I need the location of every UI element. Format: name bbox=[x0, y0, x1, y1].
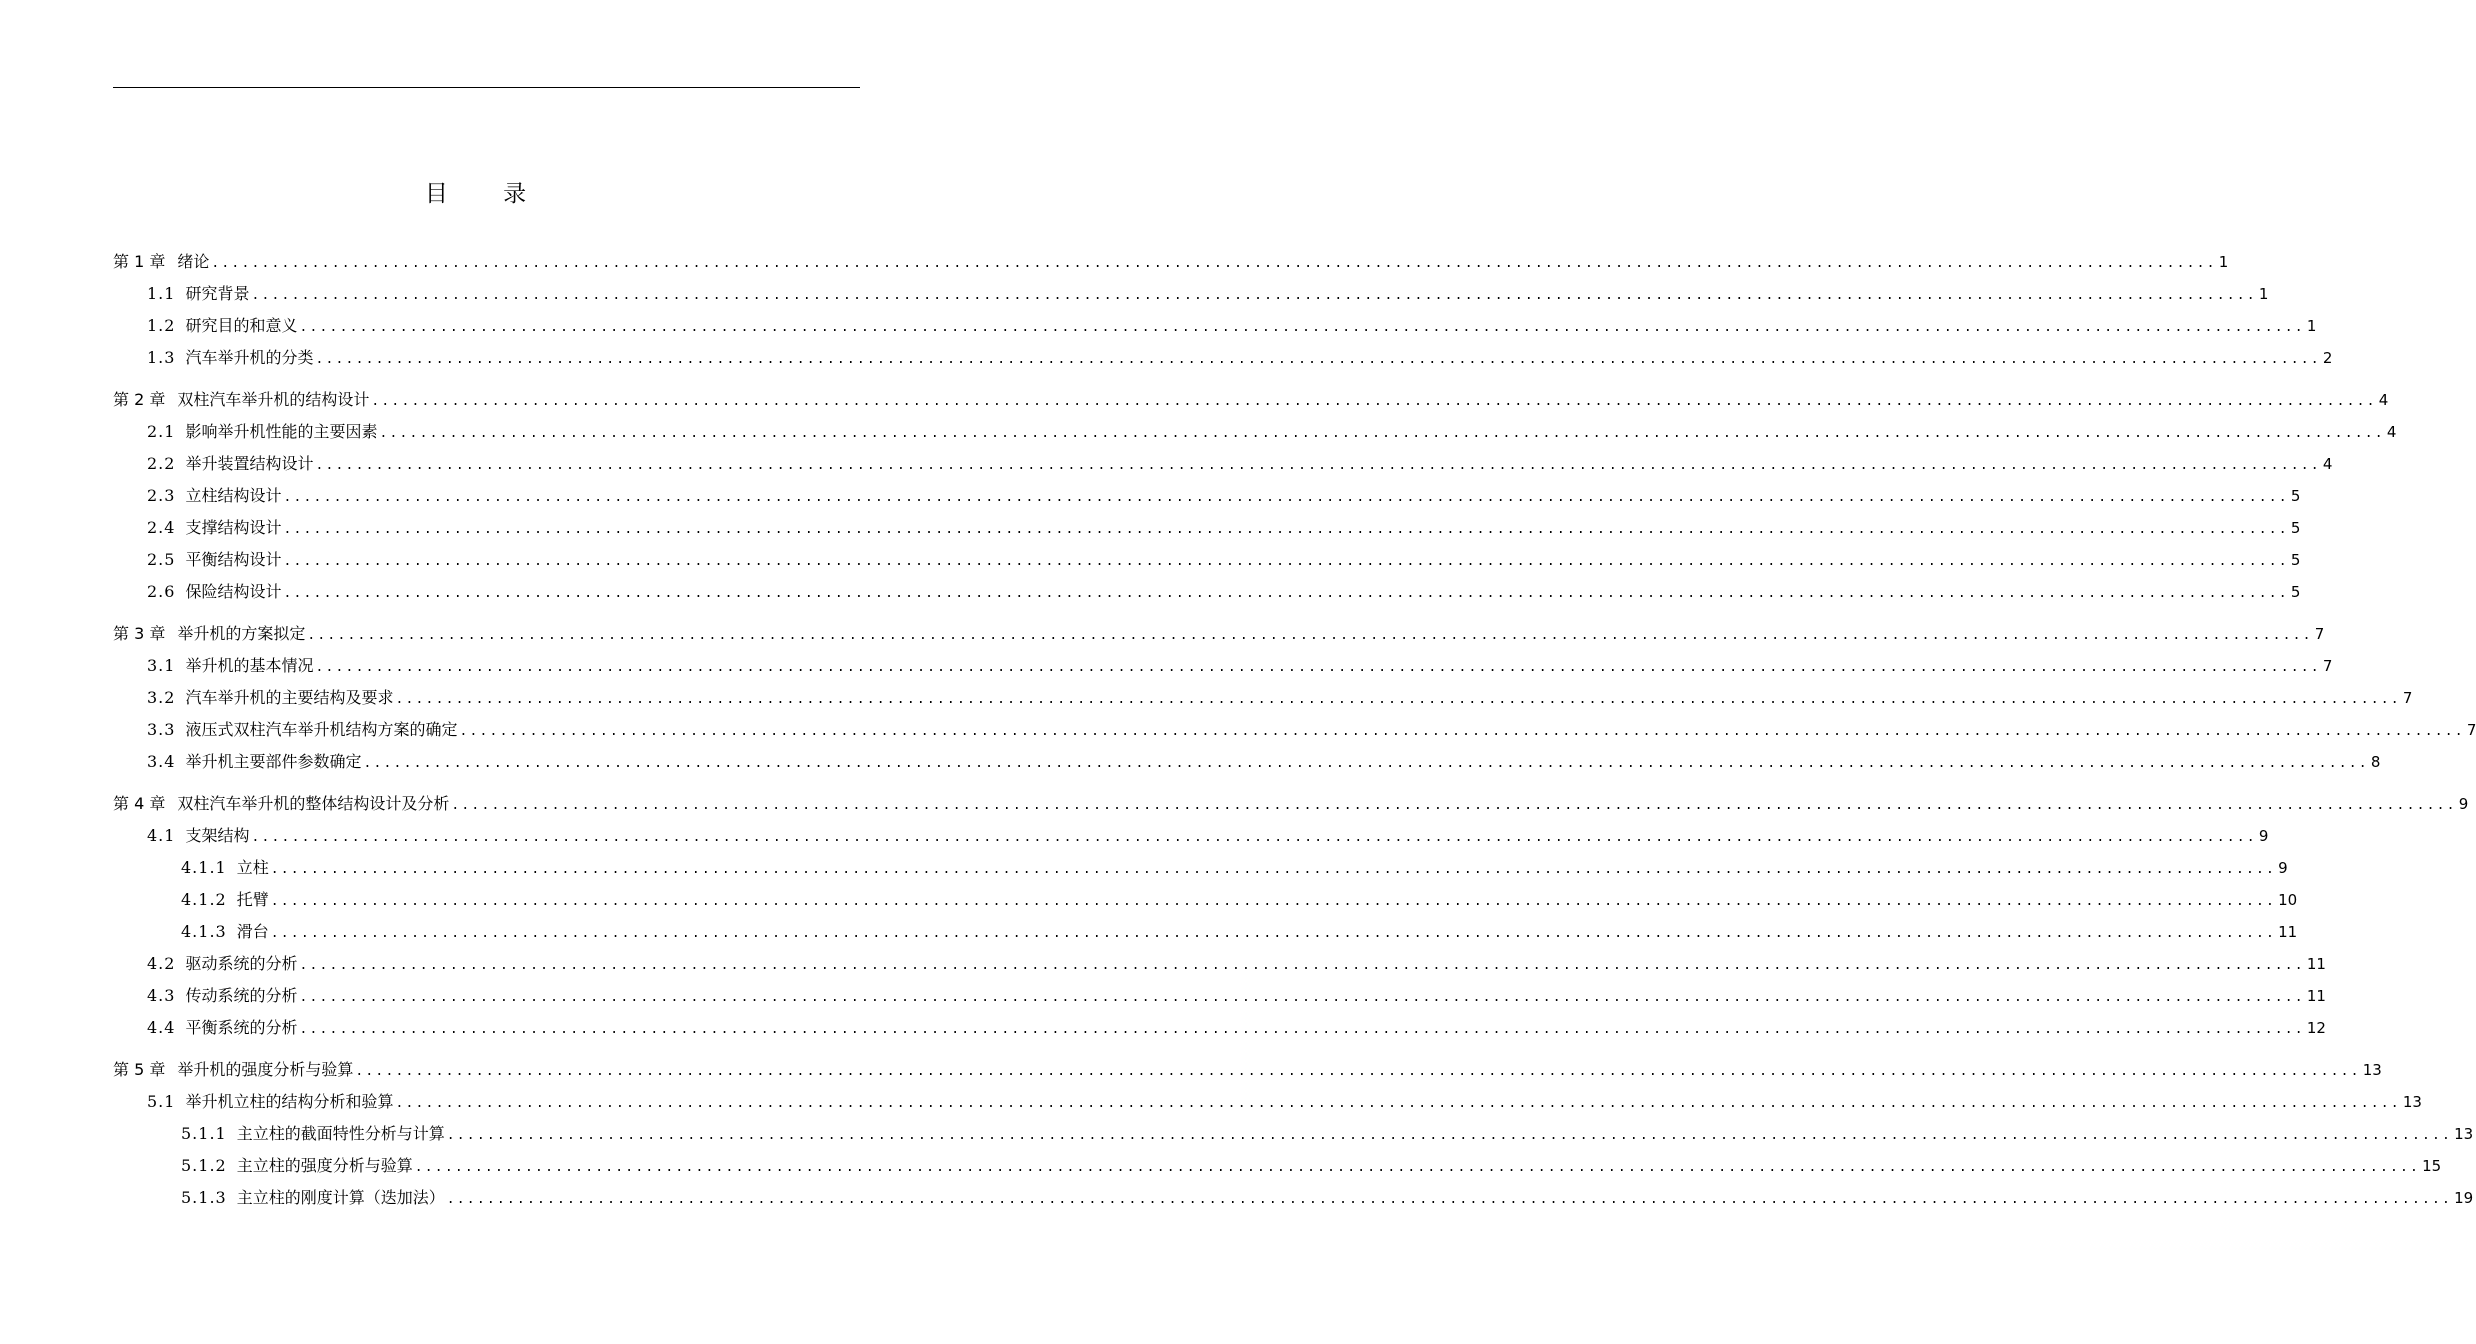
toc-entry-number: 4.1.1 bbox=[181, 858, 227, 877]
toc-entry-page: 8 bbox=[2370, 753, 2381, 771]
toc-dot-leader: ........................................................................................................................................................................................................ bbox=[251, 288, 2257, 303]
toc-entry-number: 2.3 bbox=[147, 486, 176, 505]
toc-entry-page: 7 bbox=[2466, 721, 2476, 739]
toc-dot-leader: ........................................................................................................................................................................................................ bbox=[446, 1192, 2453, 1207]
toc-entry[interactable] bbox=[147, 517, 2301, 539]
toc-entry-number: 3.4 bbox=[147, 752, 176, 771]
toc-entry[interactable] bbox=[147, 421, 2397, 443]
toc-entry-page: 11 bbox=[2306, 987, 2326, 1005]
toc-entry-number: 第 5 章 bbox=[113, 1060, 166, 1079]
toc-entry-number: 1.3 bbox=[147, 348, 176, 367]
toc-entry-title: 托臂 bbox=[236, 890, 269, 909]
toc-dot-leader: ........................................................................................................................................................................................................ bbox=[283, 586, 2289, 601]
toc-entry-number: 2.1 bbox=[147, 422, 176, 441]
toc-dot-leader: ........................................................................................................................................................................................................ bbox=[363, 756, 2369, 771]
toc-entry-title: 绪论 bbox=[177, 252, 210, 271]
toc-entry-title: 双柱汽车举升机的整体结构设计及分析 bbox=[177, 794, 450, 813]
toc-entry-number: 第 3 章 bbox=[113, 624, 166, 643]
toc-entry-title: 平衡系统的分析 bbox=[185, 1018, 298, 1037]
toc-entry-title: 传动系统的分析 bbox=[185, 986, 298, 1005]
toc-entry-title: 平衡结构设计 bbox=[185, 550, 282, 569]
toc-entry-title: 液压式双柱汽车举升机结构方案的确定 bbox=[185, 720, 458, 739]
toc-entry-title: 主立柱的刚度计算（迭加法） bbox=[236, 1188, 445, 1207]
toc-entry-page: 1 bbox=[2258, 285, 2269, 303]
toc-entry-number: 4.1 bbox=[147, 826, 176, 845]
toc-entry-page: 7 bbox=[2322, 657, 2333, 675]
toc-dot-leader: ........................................................................................................................................................................................................ bbox=[270, 862, 2277, 877]
toc-entry[interactable] bbox=[181, 1123, 2474, 1145]
toc-dot-leader: ........................................................................................................................................................................................................ bbox=[446, 1128, 2453, 1143]
toc-entry-title: 研究目的和意义 bbox=[185, 316, 298, 335]
toc-dot-leader: ........................................................................................................................................................................................................ bbox=[307, 628, 2313, 643]
toc-dot-leader: ........................................................................................................................................................................................................ bbox=[315, 458, 2321, 473]
toc-entry-page: 9 bbox=[2258, 827, 2269, 845]
toc-entry-page: 5 bbox=[2290, 519, 2301, 537]
toc-entry-title: 立柱 bbox=[236, 858, 269, 877]
toc-entry[interactable] bbox=[147, 719, 2476, 741]
toc-entry[interactable] bbox=[181, 921, 2298, 943]
toc-entry-page: 11 bbox=[2306, 955, 2326, 973]
toc-entry-number: 1.2 bbox=[147, 316, 176, 335]
toc-entry-number: 3.3 bbox=[147, 720, 176, 739]
toc-entry[interactable] bbox=[147, 315, 2317, 337]
toc-dot-leader: ........................................................................................................................................................................................................ bbox=[270, 926, 2277, 941]
toc-entry-number: 2.5 bbox=[147, 550, 176, 569]
toc-entry-number: 3.1 bbox=[147, 656, 176, 675]
toc-entry[interactable] bbox=[147, 1017, 2326, 1039]
toc-entry-number: 第 2 章 bbox=[113, 390, 166, 409]
toc-entry-title: 举升机的强度分析与验算 bbox=[177, 1060, 354, 1079]
toc-entry-page: 7 bbox=[2402, 689, 2413, 707]
toc-dot-leader: ........................................................................................................................................................................................................ bbox=[355, 1064, 2361, 1079]
toc-entry[interactable] bbox=[181, 1155, 2442, 1177]
toc-entry-title: 举升装置结构设计 bbox=[185, 454, 314, 473]
toc-entry[interactable] bbox=[147, 655, 2333, 677]
toc-entry[interactable] bbox=[181, 1187, 2474, 1209]
toc-entry[interactable] bbox=[147, 581, 2301, 603]
toc-entry-number: 5.1.2 bbox=[181, 1156, 227, 1175]
toc-entry-title: 汽车举升机的分类 bbox=[185, 348, 314, 367]
toc-entry[interactable] bbox=[113, 251, 2229, 273]
toc-entry-number: 4.3 bbox=[147, 986, 176, 1005]
toc-entry[interactable] bbox=[113, 793, 2469, 815]
toc-entry-number: 2.2 bbox=[147, 454, 176, 473]
toc-entry-page: 2 bbox=[2322, 349, 2333, 367]
toc-entry-title: 主立柱的截面特性分析与计算 bbox=[236, 1124, 445, 1143]
toc-entry-number: 5.1 bbox=[147, 1092, 176, 1111]
toc-dot-leader: ........................................................................................................................................................................................................ bbox=[283, 522, 2289, 537]
toc-entry-page: 5 bbox=[2290, 551, 2301, 569]
toc-dot-leader: ........................................................................................................................................................................................................ bbox=[299, 958, 2305, 973]
toc-entry[interactable] bbox=[147, 549, 2301, 571]
toc-entry-page: 12 bbox=[2306, 1019, 2326, 1037]
toc-entry-number: 1.1 bbox=[147, 284, 176, 303]
toc-dot-leader: ........................................................................................................................................................................................................ bbox=[315, 352, 2321, 367]
toc-entry-page: 13 bbox=[2402, 1093, 2422, 1111]
toc-entry-title: 双柱汽车举升机的结构设计 bbox=[177, 390, 370, 409]
toc-entry-title: 影响举升机性能的主要因素 bbox=[185, 422, 378, 441]
toc-entry-title: 举升机的方案拟定 bbox=[177, 624, 306, 643]
toc-entry[interactable] bbox=[147, 985, 2326, 1007]
toc-dot-leader: ........................................................................................................................................................................................................ bbox=[371, 394, 2377, 409]
toc-entry[interactable] bbox=[181, 857, 2288, 879]
toc-entry-page: 1 bbox=[2306, 317, 2317, 335]
toc-entry[interactable] bbox=[181, 889, 2298, 911]
toc-entry-page: 15 bbox=[2422, 1157, 2442, 1175]
toc-entry-number: 第 1 章 bbox=[113, 252, 166, 271]
toc-entry-page: 4 bbox=[2386, 423, 2397, 441]
toc-entry-page: 4 bbox=[2378, 391, 2389, 409]
toc-dot-leader: ........................................................................................................................................................................................................ bbox=[211, 256, 2217, 271]
toc-entry-title: 支撑结构设计 bbox=[185, 518, 282, 537]
toc-dot-leader: ........................................................................................................................................................................................................ bbox=[395, 1096, 2401, 1111]
toc-entry[interactable] bbox=[147, 283, 2269, 305]
toc-entry[interactable] bbox=[147, 1091, 2422, 1113]
toc-entry-number: 第 4 章 bbox=[113, 794, 166, 813]
toc-entry-page: 9 bbox=[2278, 859, 2288, 877]
toc-entry-page: 19 bbox=[2454, 1189, 2474, 1207]
toc-entry[interactable] bbox=[147, 687, 2413, 709]
toc-entry-page: 4 bbox=[2322, 455, 2333, 473]
toc-dot-leader: ........................................................................................................................................................................................................ bbox=[315, 660, 2321, 675]
toc-entry-page: 13 bbox=[2362, 1061, 2382, 1079]
toc-dot-leader: ........................................................................................................................................................................................................ bbox=[395, 692, 2401, 707]
toc-dot-leader: ........................................................................................................................................................................................................ bbox=[283, 490, 2289, 505]
toc-entry-title: 研究背景 bbox=[185, 284, 250, 303]
toc-entry-page: 1 bbox=[2218, 253, 2229, 271]
toc-entry-title: 主立柱的强度分析与验算 bbox=[236, 1156, 413, 1175]
toc-entry-page: 5 bbox=[2290, 487, 2301, 505]
toc-entry[interactable] bbox=[147, 453, 2333, 475]
toc-entry-title: 举升机主要部件参数确定 bbox=[185, 752, 362, 771]
toc-dot-leader: ........................................................................................................................................................................................................ bbox=[270, 894, 2277, 909]
toc-entry-page: 10 bbox=[2278, 891, 2298, 909]
toc-entry-title: 举升机立柱的结构分析和验算 bbox=[185, 1092, 394, 1111]
toc-entry-title: 滑台 bbox=[236, 922, 269, 941]
toc-dot-leader: ........................................................................................................................................................................................................ bbox=[283, 554, 2289, 569]
toc-entry-number: 4.1.3 bbox=[181, 922, 227, 941]
toc-dot-leader: ........................................................................................................................................................................................................ bbox=[414, 1160, 2421, 1175]
toc-dot-leader: ........................................................................................................................................................................................................ bbox=[379, 426, 2385, 441]
toc-entry[interactable] bbox=[147, 751, 2381, 773]
toc-entry-page: 11 bbox=[2278, 923, 2298, 941]
toc-entry-page: 9 bbox=[2458, 795, 2469, 813]
toc-dot-leader: ........................................................................................................................................................................................................ bbox=[459, 724, 2465, 739]
toc-entry[interactable] bbox=[147, 485, 2301, 507]
toc-entry-title: 保险结构设计 bbox=[185, 582, 282, 601]
toc-entry-page: 13 bbox=[2454, 1125, 2474, 1143]
toc-entry-number: 5.1.1 bbox=[181, 1124, 227, 1143]
toc-entry-number: 5.1.3 bbox=[181, 1188, 227, 1207]
toc-entry-title: 举升机的基本情况 bbox=[185, 656, 314, 675]
toc-entry-title: 驱动系统的分析 bbox=[185, 954, 298, 973]
toc-entry[interactable] bbox=[113, 389, 2389, 411]
toc-dot-leader: ........................................................................................................................................................................................................ bbox=[299, 990, 2305, 1005]
toc-dot-leader: ........................................................................................................................................................................................................ bbox=[299, 320, 2305, 335]
toc-entry-title: 汽车举升机的主要结构及要求 bbox=[185, 688, 394, 707]
toc-dot-leader: ........................................................................................................................................................................................................ bbox=[251, 830, 2257, 845]
toc-entry[interactable] bbox=[147, 953, 2326, 975]
toc-entry-number: 3.2 bbox=[147, 688, 176, 707]
toc-entry-page: 7 bbox=[2314, 625, 2325, 643]
toc-entry-number: 4.2 bbox=[147, 954, 176, 973]
toc-entry[interactable] bbox=[147, 825, 2269, 847]
toc-entry-number: 4.4 bbox=[147, 1018, 176, 1037]
toc-entry-number: 4.1.2 bbox=[181, 890, 227, 909]
page-title: 目 录 bbox=[424, 181, 551, 207]
toc-entry[interactable] bbox=[113, 1059, 2382, 1081]
toc-dot-leader: ........................................................................................................................................................................................................ bbox=[299, 1022, 2305, 1037]
toc-entry-title: 支架结构 bbox=[185, 826, 250, 845]
toc-entry-title: 立柱结构设计 bbox=[185, 486, 282, 505]
toc-entry[interactable] bbox=[147, 347, 2333, 369]
toc-dot-leader: ........................................................................................................................................................................................................ bbox=[451, 798, 2457, 813]
toc-entry-page: 5 bbox=[2290, 583, 2301, 601]
toc-entry[interactable] bbox=[113, 623, 2325, 645]
toc-entry-number: 2.4 bbox=[147, 518, 176, 537]
toc-entry-number: 2.6 bbox=[147, 582, 176, 601]
